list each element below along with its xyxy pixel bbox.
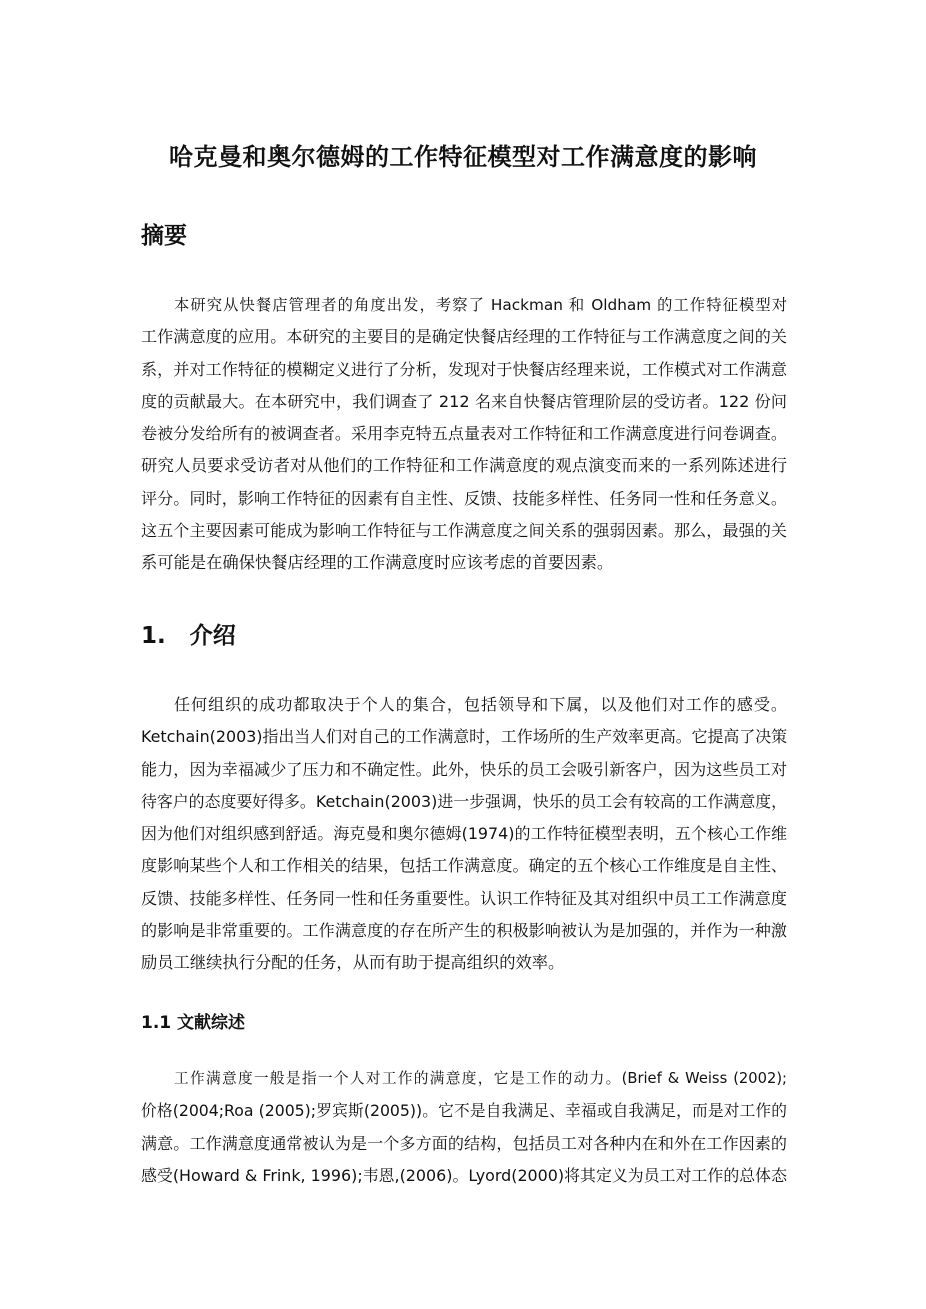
text-line: 本研究从快餐店管理者的角度出发，考察了 Hackman 和 Oldham 的工作特征模型对	[174, 296, 787, 314]
intro-paragraph	[141, 689, 787, 980]
text-line: 工作满意度的应用。本研究的主要目的是确定快餐店经理的工作特征与工作满意度之间的关	[141, 327, 787, 347]
text-line: 的影响是非常重要的。工作满意度的存在所产生的积极影响被认为是加强的，并作为一种激	[141, 921, 787, 941]
abstract-heading: 摘要	[141, 223, 187, 249]
text-line: 待客户的态度要好得多。Ketchain(2003)进一步强调，快乐的员工会有较高的工作满意度，	[141, 791, 787, 811]
text-line: 度影响某些个人和工作相关的结果，包括工作满意度。确定的五个核心工作维度是自主性、	[141, 856, 787, 876]
text-line: 励员工继续执行分配的任务，从而有助于提高组织的效率。	[141, 953, 565, 973]
text-line: 系，并对工作特征的模糊定义进行了分析，发现对于快餐店经理来说，工作模式对工作满意	[141, 359, 787, 379]
text-line: 卷被分发给所有的被调查者。采用李克特五点量表对工作特征和工作满意度进行问卷调查。	[141, 424, 787, 444]
text-line: 系可能是在确保快餐店经理的工作满意度时应该考虑的首要因素。	[141, 553, 614, 573]
text-line: 因为他们对组织感到舒适。海克曼和奥尔德姆(1974)的工作特征模型表明，五个核心工作维	[141, 824, 787, 844]
text-line: 反馈、技能多样性、任务同一性和任务重要性。认识工作特征及其对组织中员工工作满意度	[141, 888, 787, 908]
text-line: 研究人员要求受访者对从他们的工作特征和工作满意度的观点演变而来的一系列陈述进行	[141, 456, 787, 476]
lit-review-heading: 1.1 文献综述	[141, 1013, 246, 1033]
text-line: 评分。同时，影响工作特征的因素有自主性、反馈、技能多样性、任务同一性和任务意义。	[141, 488, 787, 508]
text-line: 感受(Howard & Frink, 1996);韦恩,(2006)。Lyord(2000)将其定义为员工对工作的总体态	[141, 1165, 787, 1185]
text-line: 满意。工作满意度通常被认为是一个多方面的结构，包括员工对各种内在和外在工作因素的	[141, 1133, 787, 1153]
text-line: 任何组织的成功都取决于个人的集合，包括领导和下属，以及他们对工作的感受。	[174, 695, 787, 714]
text-line: 价格(2004;Roa (2005);罗宾斯(2005))。它不是自我满足、幸福或自我满足，而是对工作的	[141, 1101, 787, 1121]
text-line: 能力，因为幸福减少了压力和不确定性。此外，快乐的员工会吸引新客户，因为这些员工对	[141, 759, 787, 779]
paper-title: 哈克曼和奥尔德姆的工作特征模型对工作满意度的影响	[169, 143, 757, 171]
text-line: 工作满意度一般是指一个人对工作的满意度，它是工作的动力。(Brief & Weiss (2002);	[174, 1070, 787, 1087]
abstract-paragraph	[141, 289, 787, 580]
lit-review-paragraph	[141, 1063, 787, 1192]
text-line: 这五个主要因素可能成为影响工作特征与工作满意度之间关系的强弱因素。那么，最强的关	[141, 521, 787, 541]
text-line: Ketchain(2003)指出当人们对自己的工作满意时，工作场所的生产效率更高。它提高了决策	[141, 727, 787, 747]
intro-heading: 1. 介绍	[141, 623, 236, 649]
text-line: 度的贡献最大。在本研究中，我们调查了 212 名来自快餐店管理阶层的受访者。122 份问	[141, 391, 787, 411]
